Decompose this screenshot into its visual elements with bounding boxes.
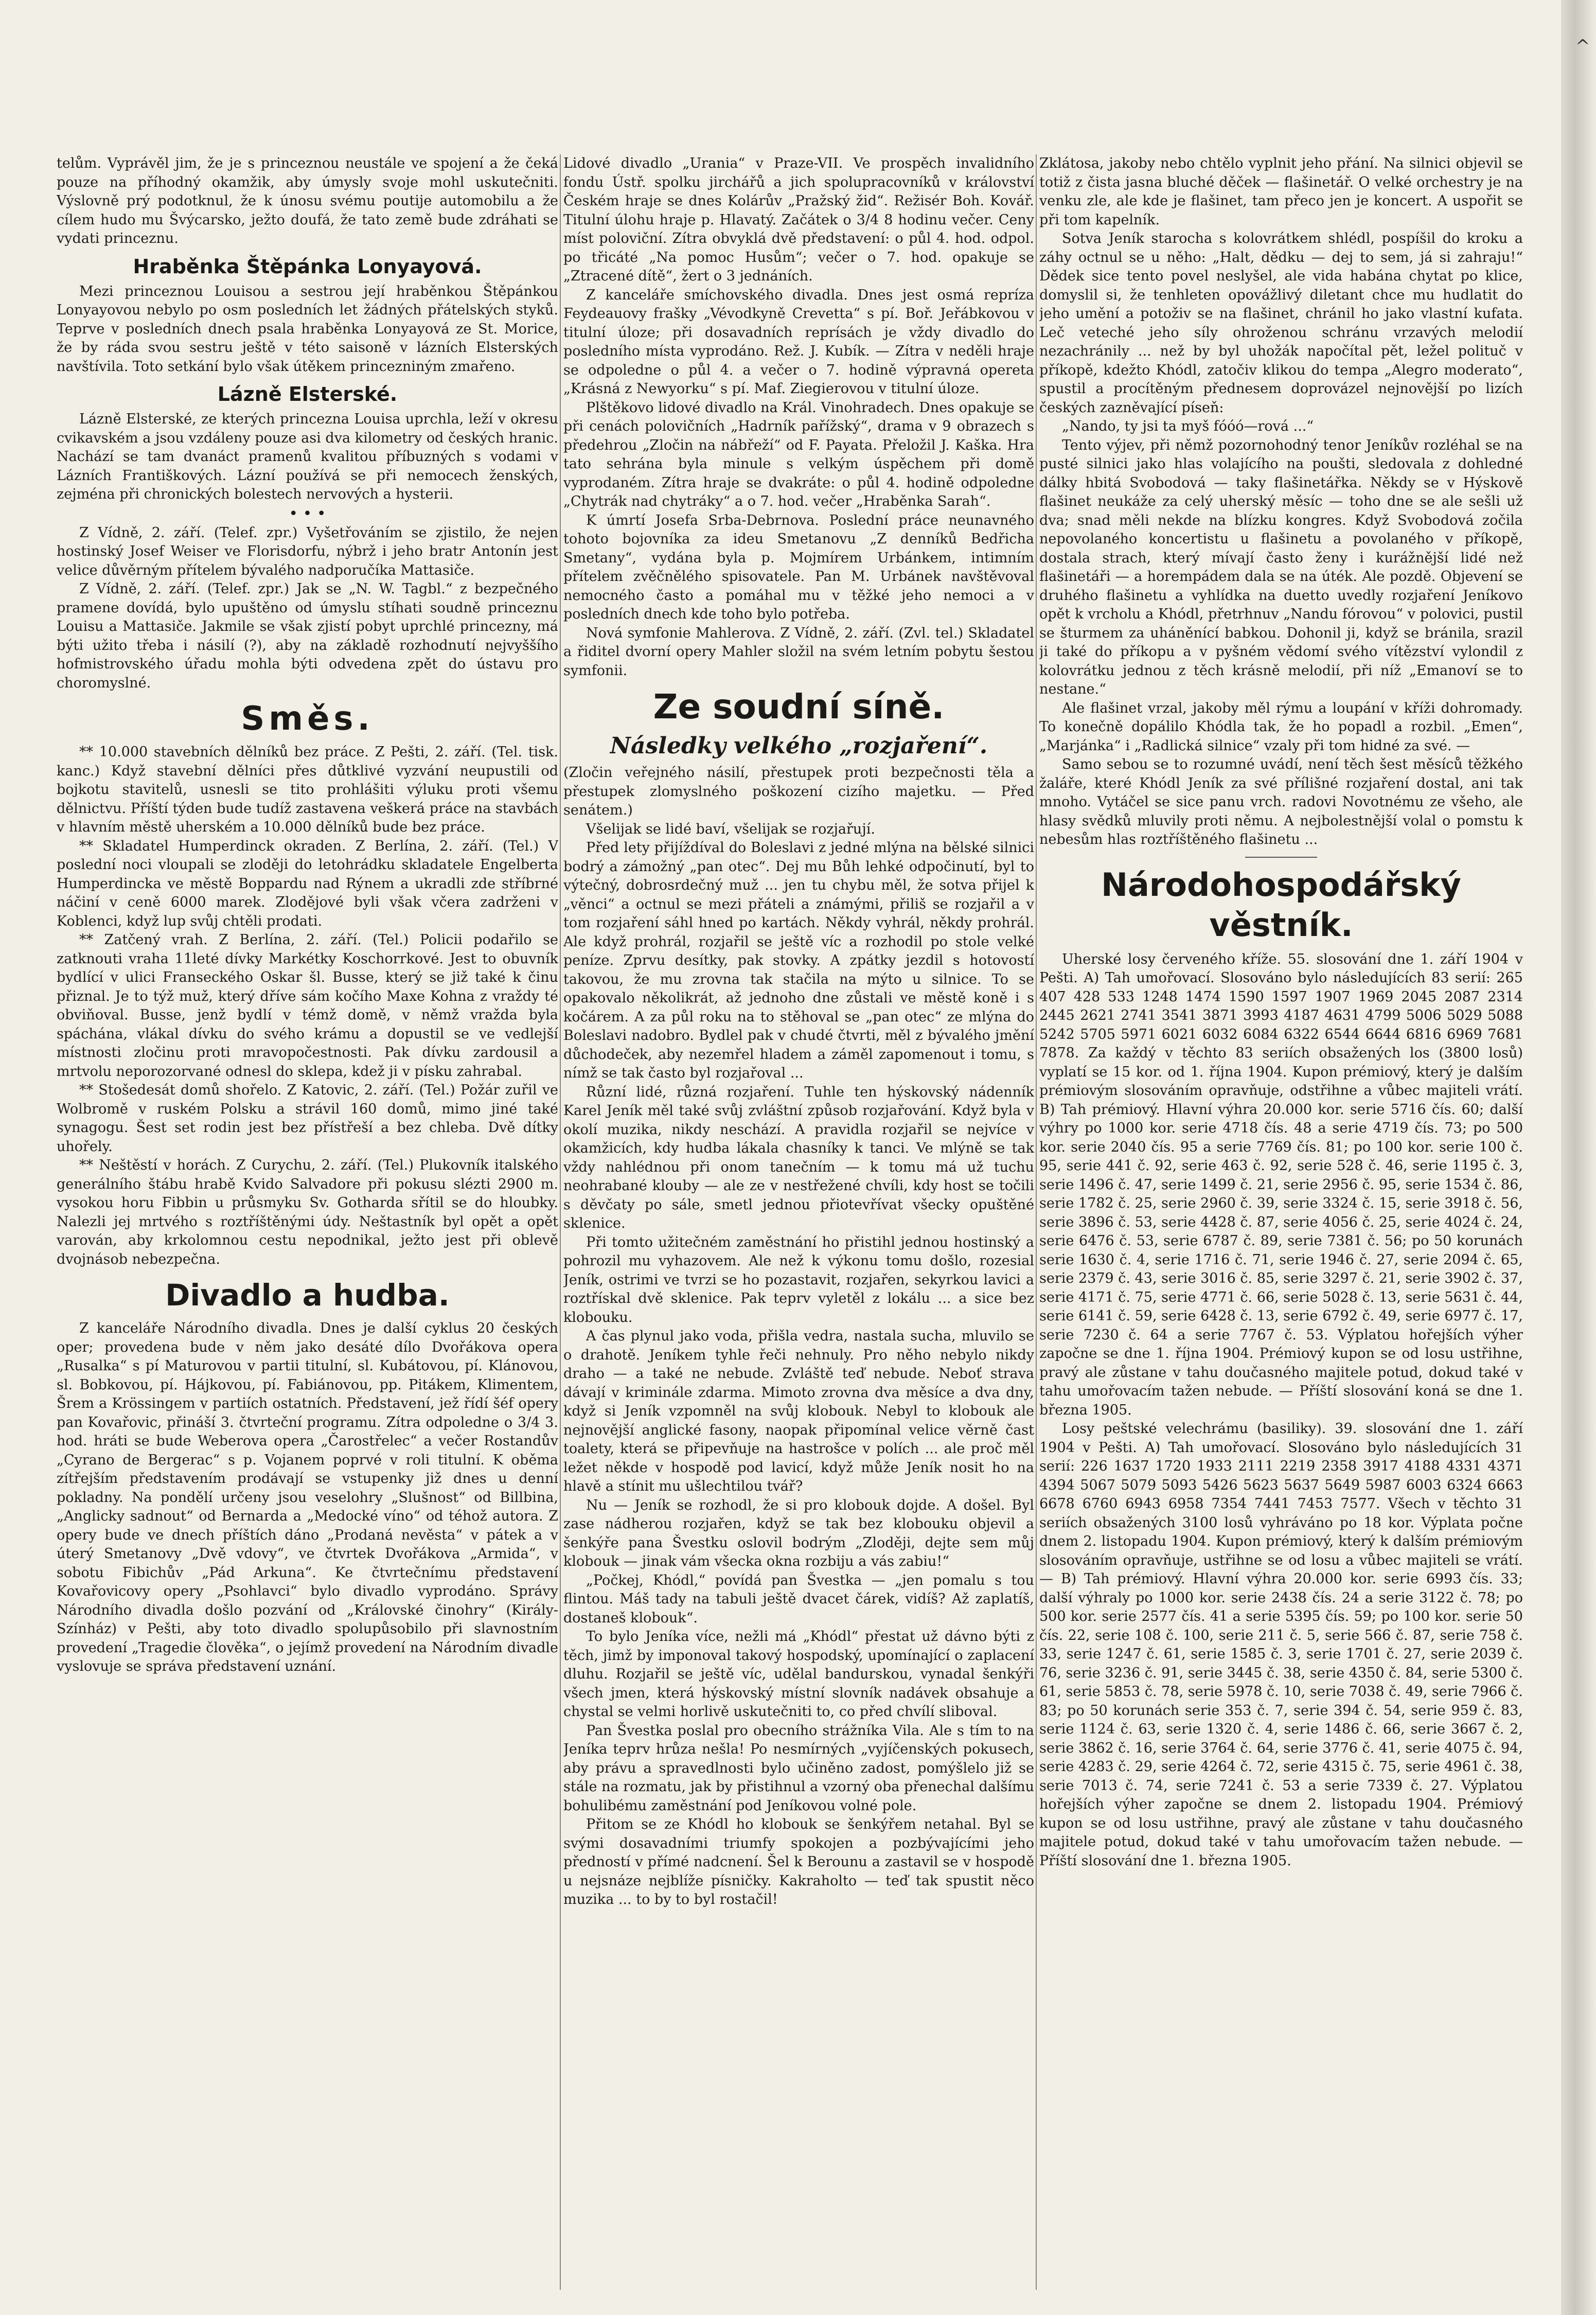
edge-mark: ^ [1575,36,1590,57]
paragraph: Přitom se ze Khódl ho klobouk se šenkýřem netahal. Byl se svými dosavadními triumfy spokojen a pozbývajícími jeho předností v přímé nadcnení. Šel k Berounu a zastavil se v hospodě u nejsnáze nejblíže písničky. Kakraholto — teď tak spustit něco muzika ... to by to byl rostačil! [563,1816,1034,1907]
paragraph: (Zločin veřejného násilí, přestupek proti bezpečnosti těla a přestupek zlomyslného poškození cizího majetku. — Před senátem.) [563,765,1034,818]
paragraph: K úmrtí Josefa Srba-Debrnova. Poslední práce neunavného tohoto bojovníka za ideu Smetanovu „Z denníků Bedřicha Smetany“, vydána byla p. Mojmírem Urbánkem, intimním přítelem zvěčnělého spisovatele. Pan M. Urbánek navštěvoval nemocného často a pomáhal mu v těžké jeho nemoci a v posledních dnech kde toho bylo potřeba. [563,512,1034,622]
page-edge [1561,0,1596,2315]
paragraph: Plštěkovo lidové divadlo na Král. Vinohradech. Dnes opakuje se při cenách polovičních „Hadrník pařížský“, drama v 9 obrazech s předehrou „Zločin na nábřeží“ od F. Payata. Přeložil J. Kaška. Hra tato sehrána byla minule s velkým úspěchem při domě vyprodaném. Zítra hraje se dvakráte: o půl 4. hodině odpoledne „Chytrák nad chytráky“ a o 7. hod. večer „Hraběnka Sarah“. [563,399,1034,509]
paragraph: Různí lidé, různá rozjaření. Tuhle ten hýskovský nádenník Karel Jeník měl také svůj zvláštní způsob rozjařování. Když byla v okolí muzika, nikdy neschází. A pravidla rozjařil se nejvíce v okamžicích, kdy hudba lákala chasníky k tanci. Ve mlýně se tak vždy nahlédnou při onom tanečním — k tomu má už tuchu neohrabané klouby — ale ze v nestřežené chvíli, kdy host se točili s děvčaty po sále, smetl jednou přiotevřívat všecky opuštěné sklenice. [563,1084,1034,1231]
paragraph: Mezi princeznou Louisou a sestrou její hraběnkou Štěpánkou Lonyayovou nebylo po osm posledních let žádných přátelských styků. Teprve v posledních dnech psala hraběnka Lonyayová ze St. Morice, že by ráda svou sestru ještě v této saisoně v lázních Elsterských navštívila. Toto setkání bylo však útěkem princezniným zmařeno. [57,283,558,375]
column-middle [563,154,1034,2295]
paragraph: Tento výjev, při němž pozornohodný tenor Jeníkův rozléhal se na pusté silnici jako hlas volajícího na poušti, sledovala z dohledné dálky hbitá Svobodová — taky flašinetářka. Někdy se v Hýskově flašinet neukáže za celý uherský měsíc — toho dne se ale sešli už dva; snad měli nekde na blízku kongres. Když Svobodová zočila nepovolaného koncertistu u flašinetu a povolaného v příkopě, dostala strach, který mívají často ženy i kurážnější lidé než flašinetáři — a horempádem dala se na úték. Ale pozdě. Objevení se druhého flašinetu a vyhlídka na duetto uvedly rozjaření Jeníkovo opět k vrcholu a Khódl, přetrhnuv „Nandu fórovou“ v polovici, pustil se šturmem za uháněnící babkou. Dohonil ji, když se bránila, srazil ji také do příkopu a v pyšném vědomí svého vítězství vylondil z kolovrátku jednou z těch krásně melodií, při níž „Emanoví se to nestane.“ [1039,437,1523,697]
paragraph: ** Neštěstí v horách. Z Curychu, 2. září. (Tel.) Plukovník italského generálního štábu hrabě Kvido Salvadore při pokusu slézti 2900 m. vysokou horu Fibbin u průsmyku Sv. Gotharda sřítil se do hloubky. Nalezli jej mrtvého s roztříštěnými údy. Neštastník byl opět a opět varován, aby krkolomnou cestu nepodnikal, ježto jest při oblevě dvojnásob nebezpečna. [57,1157,558,1267]
column-left [57,154,558,2295]
paragraph: Sotva Jeník starocha s kolovrátkem shlédl, pospíšil do kroku a záhy octnul se u něho: „Halt, dědku — dej to sem, já si zahraju!“ Dědek sice tento povel neslyšel, ale vida habána chytat po klice, domyslil si, že tenhleten opovážlivý diletant chce mu hudlatit do jeho umění a potoživ se na flašinet, chránil ho jako vlastní kufata. Leč veteché jeho síly ohroženou schránu vrzavých melodií nezachránily ... než by byl uhožák napočítal pět, ležel polituč v příkopě, kdežto Khódl, zatočiv klikou do tempa „Alegro moderato“, spustil a procítěným přednesem doprovázel nejnovější po lizích českých zazněvající píseň: [1039,231,1523,416]
paragraph: To bylo Jeníka více, nežli má „Khódl“ přestat už dávno býti z těch, jimž by imponoval takový hospodský, upomínající o zaplacení dluhu. Rozjařil se ještě víc, udělal bandurskou, vynadal šenkýři všech jmen, která hýskovský místní slovník nadávek obsahuje a chystal se velmi horlivě uskutečniti to, co před chvílí sliboval. [563,1629,1034,1720]
paragraph: Z kanceláře Národního divadla. Dnes je další cyklus 20 českých oper; provedena bude v něm jako desáté dílo Dvořákova opera „Rusalka“ s pí Maturovou v partii titulní, sl. Kubátovou, pí. Klánovou, sl. Bobkovou, pí. Hájkovou, pí. Fabiánovou, pp. Pitákem, Klimentem, Šrem a Krössingem v partiích ostatních. Představení, jež řídí šéf opery pan Kovařovic, přináší 3. čtvrteční programu. Zítra odpoledne o 3/4 3. hod. hráti se bude Weberova opera „Čarostřelec“ a večer Rostandův „Cyrano de Bergerac“ s p. Vojanem poprvé v roli titulní. K oběma zítřejším představením prodávají se vstupenky již dnes u denní pokladny. Na pondělí určeny jsou veselohry „Slušnost“ od Billbina, „Anglicky sadnout“ od Bernarda a „Medocké víno“ od téhož autora. Z opery bude ve dnech příštích dáno „Prodaná nevěsta“ v pátek a v úterý Smetanovy „Dvě vdovy“, ve čtvrtek Dvořákova „Armida“, v sobotu Fibichův „Pád Arkuna“. Ke čtvrtečnímu představení Kovařovicovy opery „Psohlavci“ bylo divadlo vyprodáno. Správy Národního divadla došlo pozvání od „Královské činohry“ (Király-Színház) v Pešti, aby toto divadlo spolupůsobilo při slavnostním provedení „Tragedie člověka“, o jejímž provedení na Národním divadle vyslovuje se správa představení uznání. [57,1320,558,1674]
section-heading: Národohospodářský věstník. [1101,865,1461,944]
paragraph: Před lety přijíždíval do Boleslavi z jedné mlýna na bělské silnici bodrý a zámožný „pan otec“. Dej mu Bůh lehké odpočinutí, byl to výtečný, dobrosrdečný muž ... jen tu chybu měl, že sotva přijel k „věnci“ a octnul se mezi přáteli a známými, přiliš se rozjařil a v tom rozjaření sáhl hned po kartách. Někdy vyhrál, někdy prohrál. Ale když prohrál, rozjařil se ještě víc a rozhodil po stole velké peníze. Zprvu desítky, pak stovky. A zpátky jezdil s hotovostí takovou, že mu zrovna tak stačila na mýto u silnice. To se opakovalo několikrát, až jednoho dne zůstali ve městě koně i s kočárem. A za půl roku na to stěhoval se „pan otec“ ze mlýna do Boleslavi nadobro. Bydlel pak v chudé čtvrti, měl z bývalého jmění důchodeček, aby nezemřel hladem a záměl zapomenout i tomu, s nímž se tak často byl rozjařoval ... [563,840,1034,1081]
paragraph: Všelijak se lidé baví, všelijak se rozjařují. [586,821,875,837]
paragraph: telům. Vyprávěl jim, že je s princeznou neustále ve spojení a že čeká pouze na příhodný okamžik, aby úmysly svoje mohl uskutečniti. Výslovně prý podotknul, že k únosu svému poutije automobilu a že cílem hudo mu Švýcarsko, ježto doufá, že tato země bude zdráhati se vydati princeznu. [57,155,558,246]
paragraph: Nová symfonie Mahlerova. Z Vídně, 2. září. (Zvl. tel.) Skladatel a řiditel dvorní opery Mahler složil na svém letním pobytu šestou symfonii. [563,625,1034,679]
paragraph: ** Stošedesát domů shořelo. Z Katovic, 2. září. (Tel.) Požár zuřil ve Wolbromě v ruském Polsku a strávil 160 domů, mimo jiné také synagogu. Šest set rodin jest bez přístřeší a bez chleba. Dvě dítky uhořely. [57,1082,558,1155]
paragraph: ** 10.000 stavebních dělníků bez práce. Z Pešti, 2. září. (Tel. tisk. kanc.) Když stavební dělníci přes důtklivé vyzvání neupustili od bojkotu stavitelů, usnesli se tito prohlášiti výluku proti všemu dělnictvu. Příští týden bude tudíž zastavena veškerá práce na stavbách v hlavním městě uherském a 10.000 dělníků bude bez práce. [57,744,558,835]
paragraph: Pan Švestka poslal pro obecního strážníka Vila. Ale s tím to na Jeníka teprv hrůza nešla! Po nesmírných „vyjíčenských pokusech, aby právu a spravedlnosti bylo učiněno zadost, pomýšlelo již se stále na rozmatu, jak by přistihnul a vzorný oba přenechal dalšímu bohulibému zaměstnání pod Jeníkovou volné pole. [563,1722,1034,1814]
paragraph: A čas plynul jako voda, přišla vedra, nastala sucha, mluvilo se o drahotě. Jeníkem tyhle řeči nehnuly. Pro něho nebylo nikdy draho — a také ne nebude. Zvláště teď nebude. Neboť strava dávají v kriminále zdarma. Mimoto zrovna dva měsíce a dva dny, když si Jeník vzpomněl na svůj klobouk. Nebyl to klobouk ale nejnovější anglické fasony, naopak připomínal velice věrně čast toalety, která se připevňuje na hastrošce v polích ... ale proč měl ležet někde v hospodě pod lavicí, když může Jeník nosit ho na hlavě a stínit mu ušlechtilou tvář? [563,1328,1034,1494]
paragraph: „Nando, ty jsi ta myš fóóó—rová ...“ [1062,418,1314,434]
column-rule [560,154,561,2290]
divider [1245,857,1317,858]
paragraph: „Počkej, Khódl,“ povídá pan Švestka — „jen pomalu s tou flintou. Máš tady na tabuli ještě dvacet čárek, vidíš? Až zaplatíš, dostaneš klobouk“. [563,1572,1034,1626]
paragraph: Losy peštské velechrámu (basiliky). 39. slosování dne 1. září 1904 v Pešti. A) Tah umořovací. Slosováno bylo následujících 31 serií: 226 1637 1720 1933 2111 2219 2358 3917 4188 4331 4371 4394 5067 5079 5093 5426 5623 5637 5649 5987 6003 6324 6663 6678 6760 6943 6958 7354 7441 7453 7577. Všech v těchto 31 seriích obsažených 3100 losů vyhráváno po 18 kor. Výplata počne dnem 2. listopadu 1904. Kupon prémiový, který k dalším prémiovým slosováním opravňuje, ustřihne se od losu a vůbec majiteli se vrátí. — B) Tah prémiový. Hlavní výhra 20.000 kor. serie 6993 čís. 33; další výhraly po 1000 kor. serie 2438 čís. 24 a serie 3122 č. 78; po 500 kor. serie 2577 čís. 41 a serie 5395 čís. 59; po 100 kor. serie 50 čís. 22, serie 108 č. 100, serie 211 č. 5, serie 566 č. 87, serie 758 č. 33, serie 1247 č. 61, serie 1585 č. 3, serie 1701 č. 27, serie 2039 č. 76, serie 3236 č. 91, serie 3445 č. 38, serie 4350 č. 84, serie 5300 č. 61, serie 5853 č. 78, serie 5978 č. 10, serie 7038 č. 49, serie 7966 č. 83; po 50 korunách serie 353 č. 7, serie 394 č. 54, serie 959 č. 83, serie 1124 č. 63, serie 1320 č. 4, serie 1486 č. 66, serie 3667 č. 2, serie 3862 č. 16, serie 3764 č. 64, serie 3776 č. 41, serie 4075 č. 94, serie 4283 č. 29, serie 4264 č. 72, serie 4315 č. 75, serie 4961 č. 38, serie 7013 č. 74, serie 7241 č. 53 a serie 7339 č. 27. Výplatou hořejších výher započne se dnem 2. listopadu 1904. Prémiový kupon se od losu ustřihne, pravý ale zůstane v tahu doučasného majitele potud, dokud také v tahu umořovacím tažen nebude. — Příští slosování dne 1. března 1905. [1039,1421,1523,1869]
article-title: Následky velkého „rozjaření“. [610,733,988,759]
paragraph: Z Vídně, 2. září. (Telef. zpr.) Vyšetřováním se zjistilo, že nejen hostinský Josef Weiser ve Florisdorfu, nýbrž i jeho bratr Antonín jest velice důvěrným přítelem bývalého nadporučíka Mattasiče. [57,524,558,578]
paragraph: Z kanceláře smíchovského divadla. Dnes jest osmá repríza Feydeauovy frašky „Vévodkyně Crevetta“ s pí. Boř. Jeřábkovou v titulní úloze; při dosavadních reprísách je vždy divadlo do posledního místa vyprodáno. Rež. J. Kubík. — Zítra v neděli hraje se odpoledne o půl 4. a večer o 7. hodině výpravná opereta „Krásná z Newyorku“ s pí. Maf. Ziegierovou v titulní úloze. [563,287,1034,397]
paragraph: Lidové divadlo „Urania“ v Praze-VII. Ve prospěch invalidního fondu Ústř. spolku jirchářů a jich spolupracovníků v království Českém hraje se dnes Kolárův „Pražský žid“. Režisér Boh. Kovář. Titulní úlohu hraje p. Hlavatý. Začátek o 3/4 8 hodinu večer. Ceny míst poloviční. Zítra obvyklá dvě představení: o půl 4. hod. odpol. po třicáté „Na pomoc Husům“; večer o 7. hod. opakuje se „Ztracené dítě“, žert o 3 jednáních. [563,155,1034,284]
paragraph: Z Vídně, 2. září. (Telef. zpr.) Jak se „N. W. Tagbl.“ z bezpečného pramene dovídá, bylo upuštěno od úmyslu stíhati soudně princeznu Louisu a Mattasiče. Jakmile se však zjistí pobyt uprchlé princezny, má býti užito třeba i násilí (?), aby na základě rozhodnutí nejvyššího hofmistrovského úřadu mohla býti odvedena zpět do ústavu pro choromyslné. [57,581,558,691]
section-heading: Divadlo a hudba. [165,1278,450,1313]
paragraph: Samo sebou se to rozumné uvádí, není těch šest měsíců těžkého žaláře, které Khódl Jeník za své přílišné rozjaření dostal, ani tak mnoho. Vytáčel se sice panu vrch. radovi Novotnému ze všeho, ale hlasy svědků mluvily proti němu. A nejbolestnější volal o pomstu k nebesům hlas roztříštěného flašinetu ... [1039,756,1523,847]
section-heading: Směs. [241,700,374,738]
subheading: Lázně Elsterské. [217,383,398,405]
paragraph: Lázně Elsterské, ze kterých princezna Louisa uprchla, leží v okresu cvikavském a jsou vzdáleny pouze asi dva kilometry od českých hranic. Nachází se tam dvanáct pramenů kvalitou příbuzných s vodami v Lázních Františkových. Lázní používá se při nemocech ženských, zejména při chronických bolestech nervových a hysterii. [57,411,558,502]
section-heading: Ze soudní síně. [653,687,945,727]
column-right [1039,154,1523,2295]
paragraph: Nu — Jeník se rozhodl, že si pro klobouk dojde. A došel. Byl zase nádherou rozjařen, když se tak bez klobouku objevil a šenkýře pana Švestku oslovil bodrým „Zloději, dejte sem můj klobouk — jinak vám všecka okna rozbiju a vás zabiu!“ [563,1497,1034,1569]
paragraph: Při tomto užitečném zaměstnání ho přistihl jednou hostinský a pohrozil mu vyhazovem. Ale než k výkonu tomu došlo, rozesial Jeník, ostrimi ve tvrzi se ho pozastavit, rozjařen, sekyrkou lavici a roztřískal dvě sklenice. Pak teprv vyletěl z lokálu ... a sice bez klobouku. [563,1234,1034,1326]
paragraph: ** Skladatel Humperdinck okraden. Z Berlína, 2. září. (Tel.) V poslední noci vloupali se zloději do letohrádku skladatele Engelberta Humperdincka ve městě Boppardu nad Rýnem a ukradli zde stříbrné náčiní v ceně 6000 marek. Zlodějové byli však včera zadrženi v Koblenci, když lup svůj chtěli prodati. [57,838,558,929]
paragraph: Ale flašinet vrzal, jakoby měl rýmu a loupání v kříži dohromady. To konečně dopálilo Khódla tak, že ho popadl a rozbil. „Emen“, „Marjánka“ i „Radlická silnice“ vzaly při tom hidné za své. — [1039,700,1523,754]
subheading: Hraběnka Štěpánka Lonyayová. [133,255,482,278]
separator-dots: • • • [289,504,326,523]
paragraph: Zklátosa, jakoby nebo chtělo vyplnit jeho přání. Na silnici objevil se totiž z čista jasna bluché děček — flašinetář. O velké orchestry je na venku zle, ale kde je flašinet, tam přeco jen je koncert. A uspořit se při tom kapelník. [1039,155,1523,228]
paragraph: Uherské losy červeného kříže. 55. slosování dne 1. září 1904 v Pešti. A) Tah umořovací. Slosováno bylo následujících 83 serií: 265 407 428 533 1248 1474 1590 1597 1907 1969 2045 2087 2314 2445 2621 2741 3541 3871 3993 4187 4631 4799 5006 5029 5088 5242 5705 5971 6021 6032 6084 6322 6544 6644 6816 6969 7681 7878. Za každý v těchto 83 seriích obsažených los (3800 losů) vyplatí se 15 kor. od 1. října 1904. Kupon prémiový, který je dalším prémiovým slosováním opravňuje, odstřihne a vůbec majiteli vrátí. B) Tah prémiový. Hlavní výhra 20.000 kor. serie 5716 čís. 60; další výhry po 1000 kor. serie 4718 čís. 48 a serie 4719 čís. 73; po 500 kor. serie 2040 čís. 95 a serie 7769 čís. 81; po 100 kor. serie 100 č. 95, serie 441 č. 92, serie 463 č. 92, serie 528 č. 46, serie 1195 č. 3, serie 1496 č. 47, serie 1499 č. 21, serie 2956 č. 95, serie 1534 č. 86, serie 1782 č. 25, serie 2960 č. 39, serie 3324 č. 15, serie 3918 č. 56, serie 3896 č. 53, serie 4428 č. 87, serie 4056 č. 25, serie 4024 č. 24, serie 6476 č. 53, serie 6787 č. 89, serie 7381 č. 56; po 50 korunách serie 1630 č. 4, serie 1716 č. 71, serie 1946 č. 27, serie 2094 č. 65, serie 2379 č. 43, serie 3016 č. 85, serie 3297 č. 21, serie 3902 č. 37, serie 4171 č. 75, serie 4771 č. 66, serie 5028 č. 13, serie 5631 č. 44, serie 6141 č. 59, serie 6428 č. 13, serie 6792 č. 49, serie 6977 č. 17, serie 7230 č. 64 a serie 7767 č. 53. Výplatou hořejších výher započne se dne 1. října 1904. Prémiový kupon se od losu ustřihne, pravý ale zůstane v tahu doučasného majitele potud, dokud také v tahu umořovacím tažen nebude. — Příští slosování koná se dne 1. března 1905. [1039,951,1523,1418]
column-rule [1036,154,1037,2290]
paragraph: ** Zatčený vrah. Z Berlína, 2. září. (Tel.) Policii podařilo se zatknouti vraha 11leté dívky Markétky Koschorrkové. Jest to obuvník bydlící v ulici Franseckého Oskar šl. Busse, který se již také k činu přiznal. Je to týž muž, který dříve sám kočího Maxe Kohna z vraždy té obviňoval. Busse, jenž bydlí v témž domě, v němž vražda byla spáchána, vlákal dívku do svého krámu a dopustil se ve vedlejší místnosti zločinu proti mravopočestnosti. Pak dívku zardousil a mrtvolu neporozorvané odnesl do sklepa, kdež ji v písku zahrabal. [57,932,558,1080]
